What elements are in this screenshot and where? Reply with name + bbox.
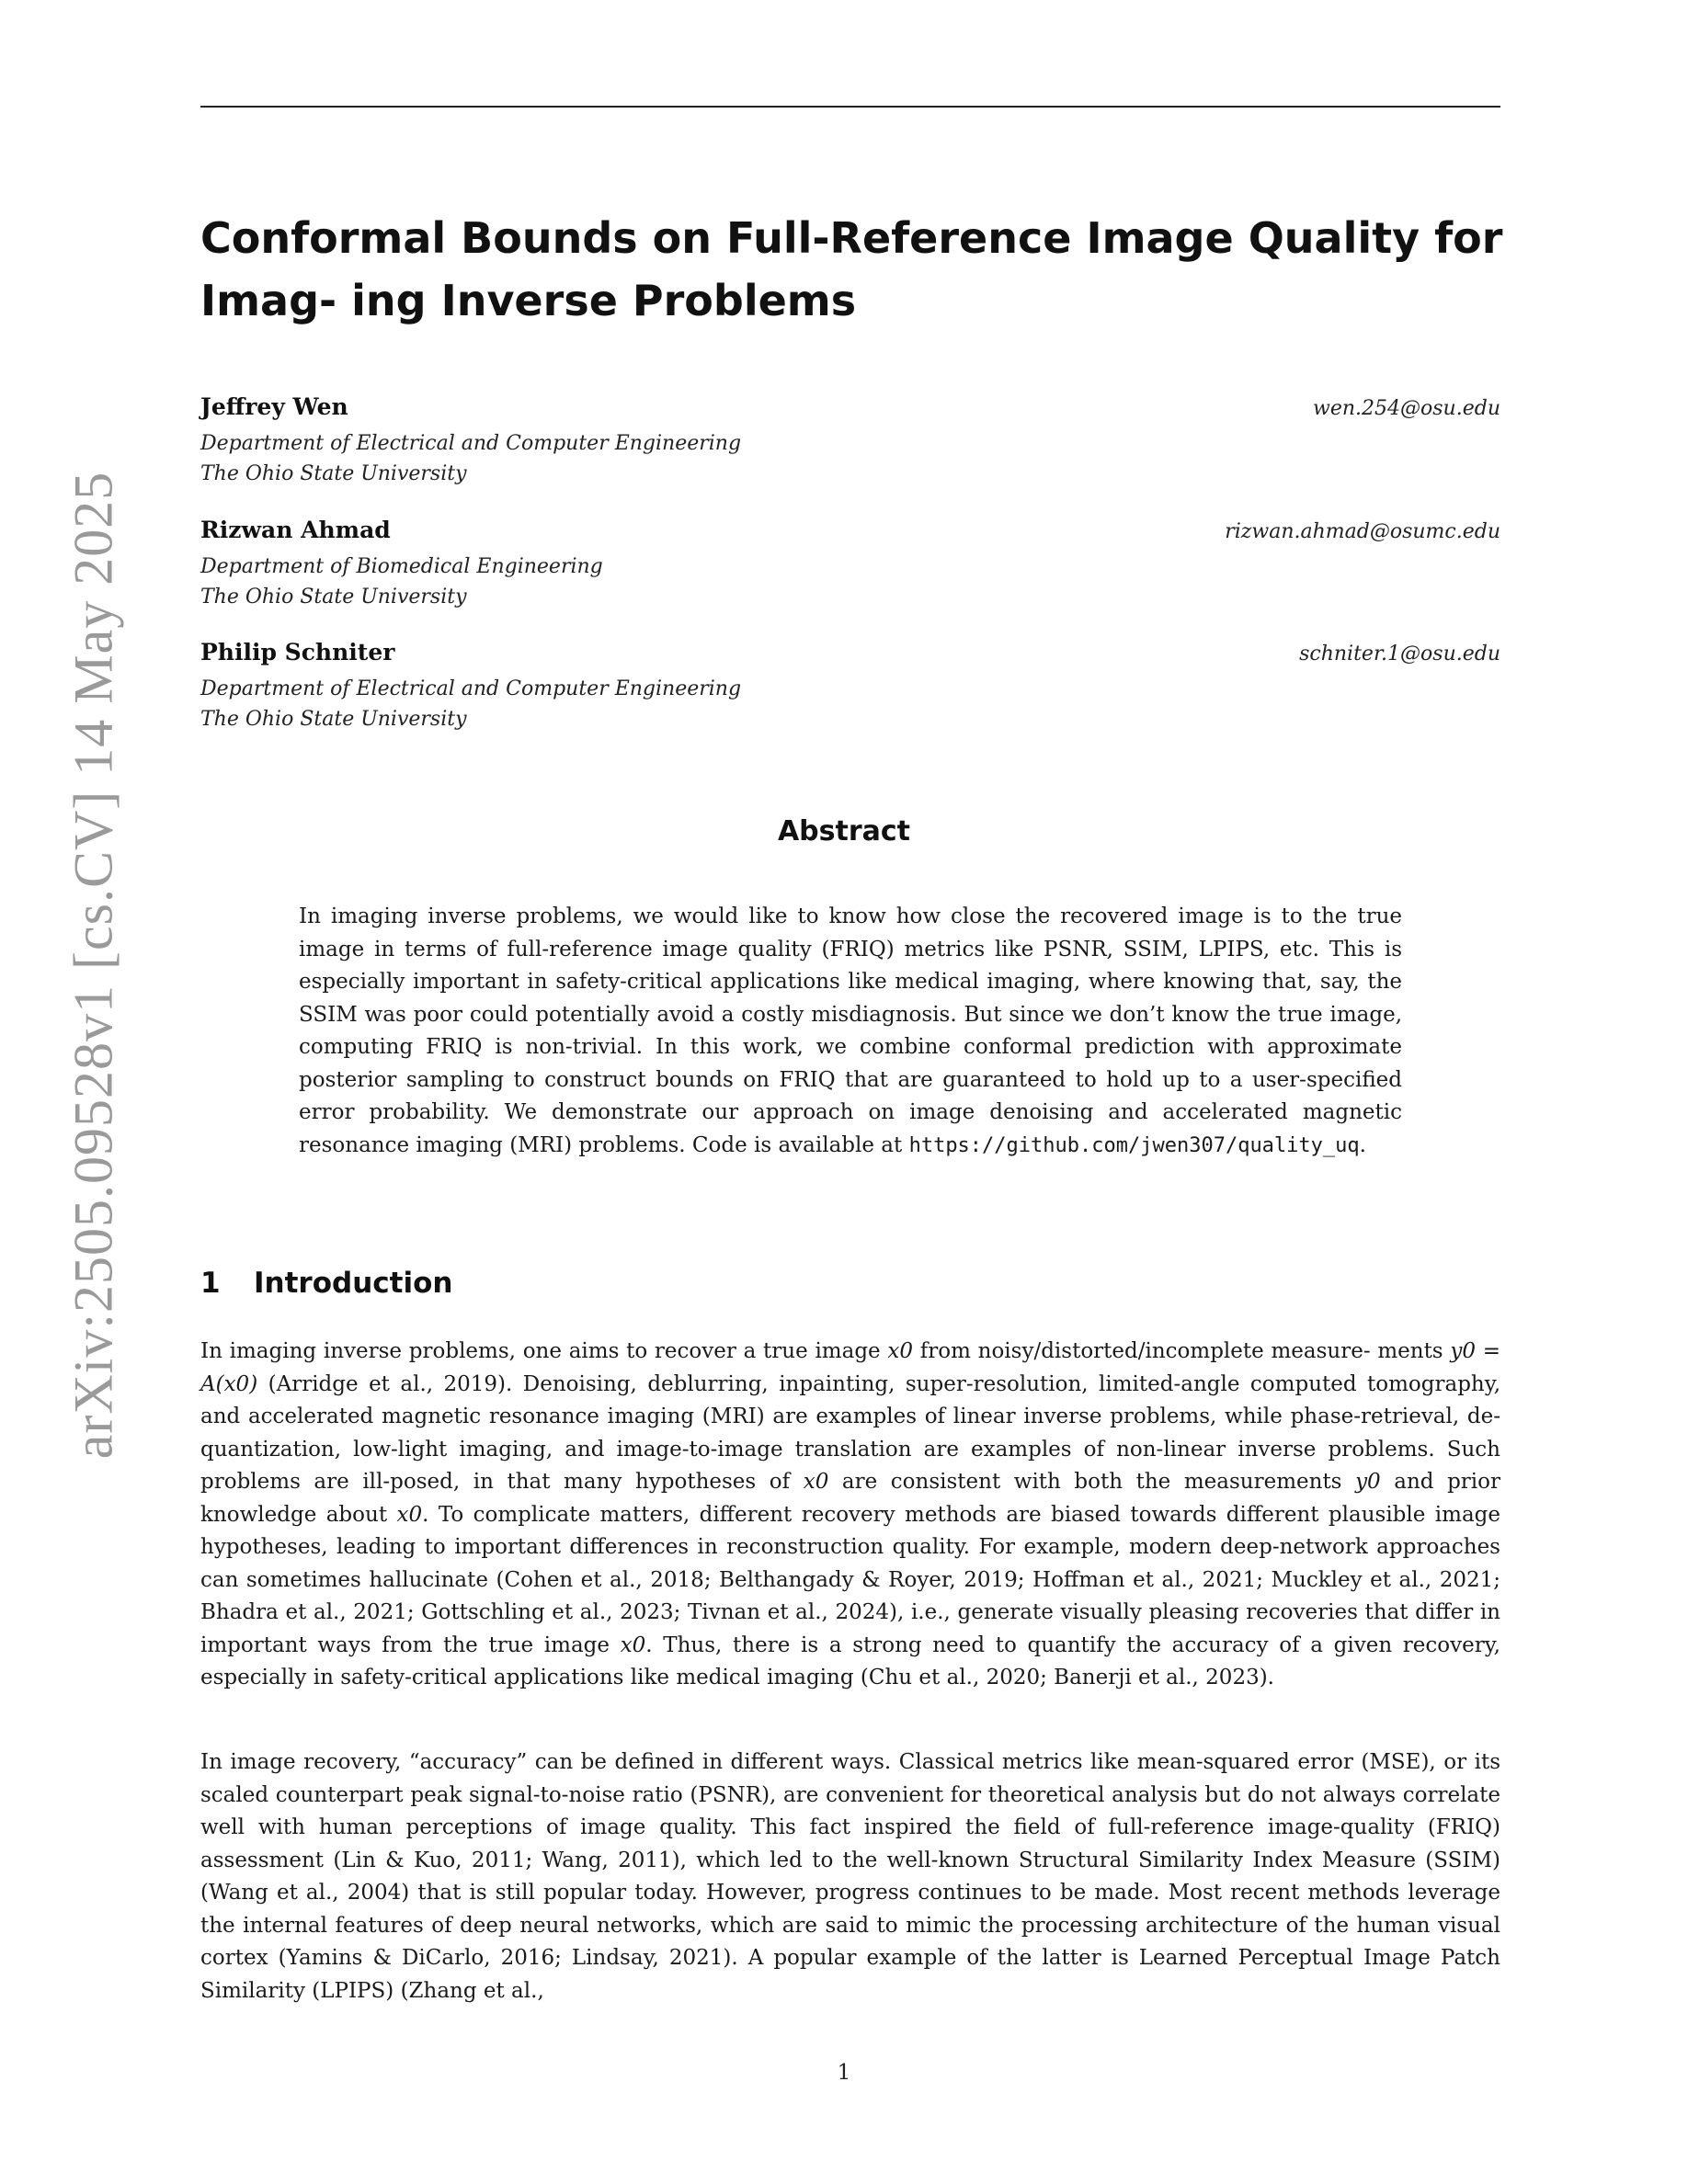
abstract-heading: Abstract: [777, 815, 911, 847]
math-equation: y0 = A(x0): [200, 1339, 1500, 1396]
author-email[interactable]: schniter.1@osu.edu: [1299, 643, 1500, 665]
intro-paragraph-1: [200, 1336, 1500, 1695]
author-email[interactable]: rizwan.ahmad@osumc.edu: [1225, 520, 1500, 543]
text-run: are consistent with both the measurements: [828, 1470, 1356, 1494]
math-x0: x0: [396, 1502, 423, 1527]
author-block: [200, 517, 1500, 612]
text-run: . To complicate matters, different recovery methods are biased towards different plausible image hypotheses, leading to important differences in reconstruction quality. For example, modern deep-network approaches can sometimes hallucinate (Cohen et al., 2018; Belthangady & Royer, 2019; Hoffman et al., 2021; Muckley et al., 2021; Bhadra et al., 2021; Gottschling et al., 2023; Tivnan et al., 2024), i.e., generate visually pleasing recoveries that differ in important ways from the true image: [200, 1502, 1500, 1657]
text-run: and prior knowledge about: [200, 1470, 1501, 1527]
intro-paragraph-2: In image recovery, “accuracy” can be defined in different ways. Classical metrics like mean-squared error (MSE), or its scaled counterpart peak signal-to-noise ratio (PSNR), are convenient for theoretical analysis but do not always correlate well with human perceptions of image quality. This fact inspired the field of full-reference image-quality (FRIQ) assessment (Lin & Kuo, 2011; Wang, 2011), which led to the well-known Structural Similarity Index Measure (SSIM) (Wang et al., 2004) that is still popular today. However, progress continues to be made. Most recent methods leverage the internal features of deep neural networks, which are said to mimic the processing architecture of the human visual cortex (Yamins & DiCarlo, 2016; Lindsay, 2021). A popular example of the latter is Learned Perceptual Image Patch Similarity (LPIPS) (Zhang et al.,: [200, 1750, 1500, 2003]
author-university: The Ohio State University: [200, 462, 467, 485]
arxiv-side-identifier: arXiv:2505.09528v1 [cs.CV] 14 May 2025: [63, 471, 124, 1460]
text-run: (Arridge et al., 2019). Denoising, deblurring, inpainting, super-resolution, limited-angle computed tomography, and accelerated magnetic resonance imaging (MRI) are examples of linear inverse problems, while phase-retrieval, de-quantization, low-light imaging, and image-to-image translation are examples of non-linear inverse problems. Such problems are ill-posed, in that many hypotheses of: [200, 1371, 1500, 1494]
text-run: In imaging inverse problems, one aims to recover a true image: [200, 1339, 888, 1363]
author-department: Department of Electrical and Computer Engineering: [200, 677, 742, 700]
author-university: The Ohio State University: [200, 586, 467, 609]
page-number: 1: [837, 2061, 851, 2085]
abstract-text: [299, 901, 1402, 1162]
top-rule: [200, 106, 1500, 108]
author-department: Department of Electrical and Computer Engineering: [200, 432, 742, 455]
author-university: The Ohio State University: [200, 708, 467, 731]
section-title: Introduction: [254, 1267, 453, 1300]
abstract-body-text: In imaging inverse problems, we would like to know how close the recovered image is to the true image in terms of full-reference image quality (FRIQ) metrics like PSNR, SSIM, LPIPS, etc. This is especially important in safety-critical applications like medical imaging, where knowing that, say, the SSIM was poor could potentially avoid a costly misdiagnosis. But since we don’t know the true image, computing FRIQ is non-trivial. In this work, we combine conformal prediction with approximate posterior sampling to construct bounds on FRIQ that are guaranteed to hold up to a user-specified error probability. We demonstrate our approach on image denoising and accelerated magnetic resonance imaging (MRI) problems. Code is available at: [299, 904, 1402, 1157]
math-y0: y0: [1355, 1470, 1381, 1494]
math-x0: x0: [803, 1470, 829, 1494]
math-x0: x0: [887, 1339, 913, 1363]
section-heading: [200, 1267, 452, 1300]
text-run: . Thus, there is a strong need to quantify the accuracy of a given recovery, especially in safety-critical applications like medical imaging (Chu et al., 2020; Banerji et al., 2023).: [200, 1632, 1500, 1689]
author-department: Department of Biomedical Engineering: [200, 555, 603, 578]
author-name: Jeffrey Wen: [200, 393, 348, 420]
code-link[interactable]: https://github.com/jwen307/quality_uq: [908, 1133, 1360, 1157]
text-run: from noisy/distorted/incomplete measure- ments: [913, 1339, 1451, 1363]
math-x0: x0: [620, 1632, 646, 1657]
author-name: Philip Schniter: [200, 639, 395, 665]
abstract-end: .: [1359, 1132, 1366, 1157]
author-email[interactable]: wen.254@osu.edu: [1313, 397, 1500, 420]
author-block: [200, 639, 1500, 734]
author-name: Rizwan Ahmad: [200, 517, 391, 543]
section-number: 1: [200, 1267, 221, 1300]
paper-title: Conformal Bounds on Full-Reference Image Quality for Imag- ing Inverse Problems: [200, 213, 1503, 325]
author-block: [200, 393, 1500, 489]
